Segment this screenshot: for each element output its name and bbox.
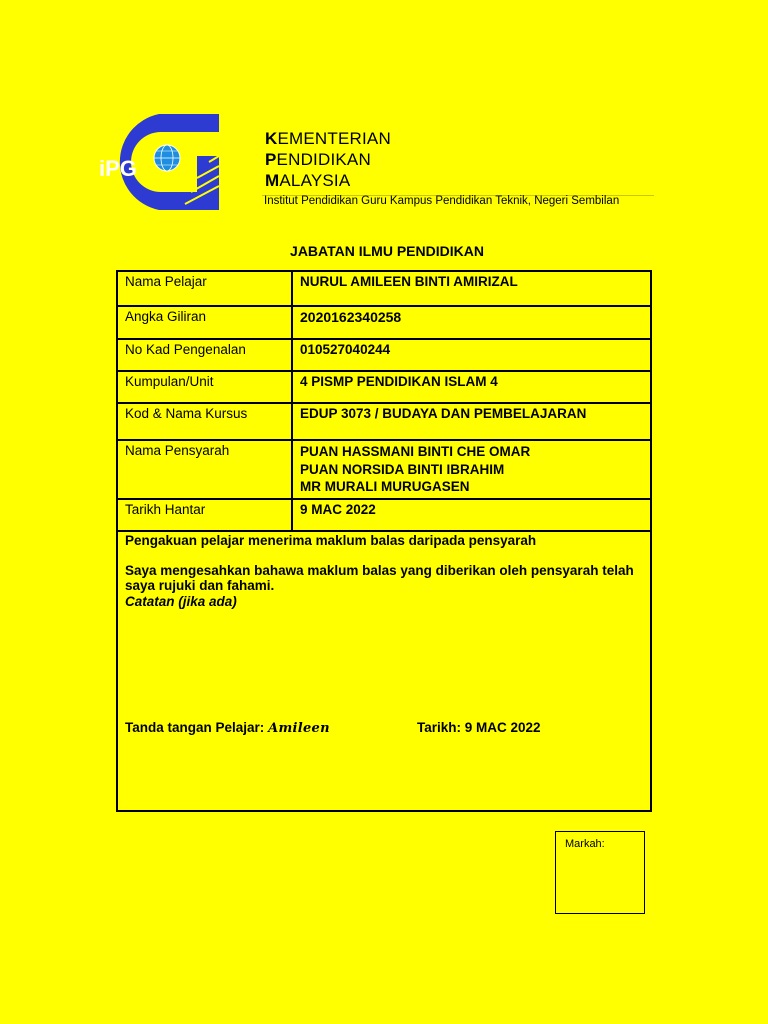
logo-text: iPG: [99, 156, 137, 181]
table-row: [117, 440, 651, 499]
declaration-statement: Saya mengesahkan bahawa maklum balas yang diberikan oleh pensyarah telah saya rujuki dan fahami.: [125, 562, 634, 593]
institute-name: Institut Pendidikan Guru Kampus Pendidikan Teknik, Negeri Sembilan: [264, 195, 620, 207]
field-label: Tarikh Hantar: [117, 499, 292, 531]
department-title: JABATAN ILMU PENDIDIKAN: [290, 243, 484, 259]
lecturer-list: [292, 440, 651, 499]
lecturer-name: PUAN HASSMANI BINTI CHE OMAR: [300, 444, 531, 459]
ipg-logo: [97, 112, 221, 210]
field-value: 2020162340258: [292, 306, 651, 339]
field-label: Kumpulan/Unit: [117, 371, 292, 403]
table-row: [117, 306, 651, 339]
notes-label: Catatan (jika ada): [125, 593, 237, 609]
field-value: NURUL AMILEEN BINTI AMIRIZAL: [292, 271, 651, 306]
field-value: EDUP 3073 / BUDAYA DAN PEMBELAJARAN: [292, 403, 651, 440]
table-row: [117, 371, 651, 403]
lecturer-name: MR MURALI MURUGASEN: [300, 479, 470, 494]
table-row: [117, 339, 651, 371]
signature-label: Tanda tangan Pelajar:: [125, 719, 265, 735]
declaration-date: Tarikh: 9 MAC 2022: [417, 719, 541, 735]
marks-label: Markah:: [565, 838, 605, 850]
field-label: No Kad Pengenalan: [117, 339, 292, 371]
declaration-title: Pengakuan pelajar menerima maklum balas daripada pensyarah: [125, 532, 537, 548]
table-row: [117, 403, 651, 440]
field-label: Kod & Nama Kursus: [117, 403, 292, 440]
student-signature: Amileen: [268, 720, 330, 736]
field-value: 010527040244: [292, 339, 651, 371]
field-value: 9 MAC 2022: [292, 499, 651, 531]
student-info-table: [116, 270, 652, 812]
signature-row: [125, 720, 330, 736]
declaration-section: [118, 532, 650, 810]
field-label: Nama Pelajar: [117, 271, 292, 306]
lecturer-name: PUAN NORSIDA BINTI IBRAHIM: [300, 461, 505, 477]
field-label: Nama Pensyarah: [117, 440, 292, 499]
table-row: [117, 271, 651, 306]
table-row: [117, 499, 651, 531]
declaration-row: [117, 531, 651, 811]
field-label: Angka Giliran: [117, 306, 292, 339]
field-value: 4 PISMP PENDIDIKAN ISLAM 4: [292, 371, 651, 403]
marks-box: [555, 831, 645, 914]
ministry-name: KEMENTERIAN PENDIDIKAN MALAYSIA: [265, 129, 391, 190]
